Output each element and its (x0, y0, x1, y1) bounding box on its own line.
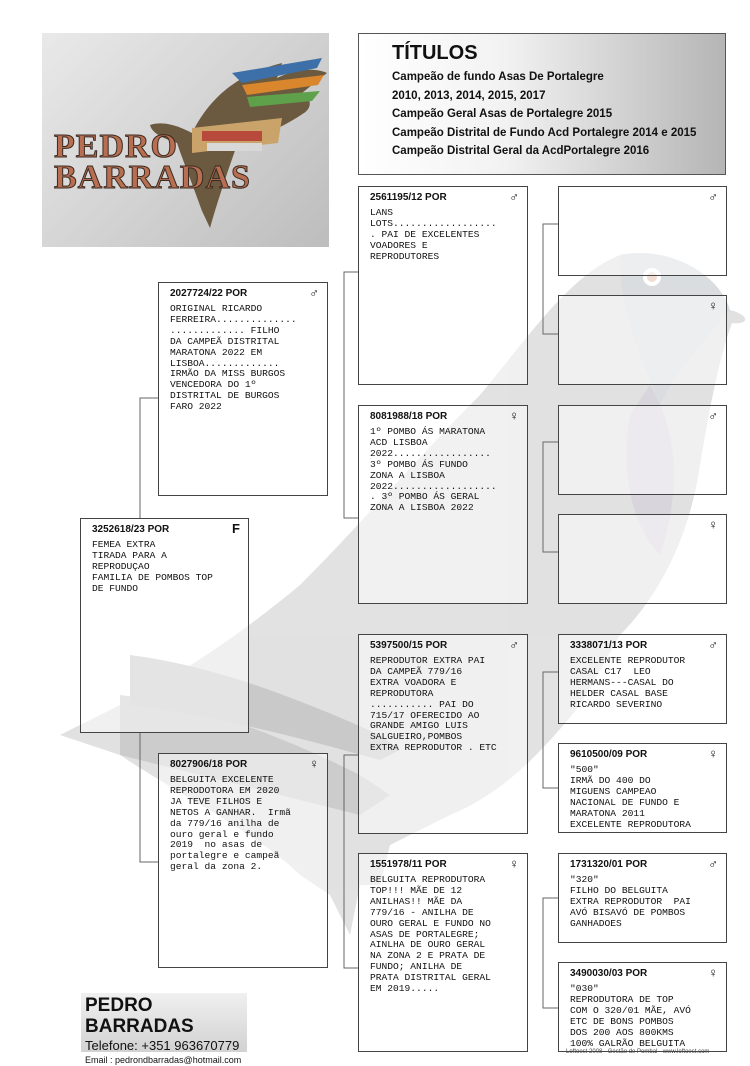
ring-number: 3252618/23 POR (92, 524, 170, 535)
contact-email: Email : pedrondbarradas@hotmail.com (85, 1055, 242, 1065)
male-icon: ♂ (309, 285, 319, 300)
title-line: Campeão Distrital Geral da AcdPortalegre 2016 (392, 145, 650, 157)
ring-number: 2561195/12 POR (370, 192, 447, 203)
female-icon: ♀ (708, 746, 718, 761)
male-icon: ♂ (509, 189, 519, 204)
title-line: Campeão Geral Asas de Portalegre 2015 (392, 108, 613, 120)
bird-description: ORIGINAL RICARDO FERREIRA.............. ............. FILHO DA CAMPEÃ DISTRITAL MARATONA 2022 EM LISBOA............. IRMÃO DA MISS BURGOS VENCEDORA DO 1º DISTRITAL DE BURGOS FARO 2022 (170, 303, 297, 413)
female-icon: ♀ (708, 517, 718, 532)
dam-sire-sire-card[interactable] (558, 634, 727, 724)
title-line: Campeão Distrital de Fundo Acd Portalegre 2014 e 2015 (392, 126, 697, 139)
female-icon: ♀ (509, 408, 519, 423)
dam-card[interactable] (158, 753, 328, 968)
ring-number: 3338071/13 POR (570, 640, 648, 651)
male-icon: ♂ (708, 856, 718, 871)
ring-number: 1731320/01 POR (570, 859, 648, 870)
logo-text-line1: PEDRO (54, 128, 178, 165)
sire-sire-dam-card[interactable] (558, 295, 727, 385)
sire-card[interactable] (158, 282, 328, 496)
sex-symbol: F (232, 521, 240, 536)
ring-number: 1551978/11 POR (370, 859, 447, 870)
male-icon: ♂ (708, 637, 718, 652)
ring-number: 8081988/18 POR (370, 411, 448, 422)
ring-number: 2027724/22 POR (170, 288, 248, 299)
female-icon: ♀ (509, 856, 519, 871)
title-line: Campeão de fundo Asas De Portalegre (392, 71, 604, 83)
sire-dam-card[interactable] (358, 405, 528, 604)
bird-description: "500" IRMÃ DO 400 DO MIGUENS CAMPEAO NACIONAL DE FUNDO E MARATONA 2011 EXCELENTE REPRODUTORA (570, 764, 691, 830)
dam-sire-dam-card[interactable] (558, 743, 727, 833)
male-icon: ♂ (708, 408, 718, 423)
ring-number: 5397500/15 POR (370, 640, 448, 651)
female-icon: ♀ (309, 756, 319, 771)
bird-description: REPRODUTOR EXTRA PAI DA CAMPEÃ 779/16 EXTRA VOADORA E REPRODUTORA ........... PAI DO 715/17 OFERECIDO AO GRANDE AMIGO LUIS SALGUEIRO,POMBOS EXTRA REPRODUTOR . ETC (370, 655, 497, 754)
subject-card[interactable] (80, 518, 249, 733)
bird-description: EXCELENTE REPRODUTOR CASAL C17 LEO HERMANS---CASAL DO HELDER CASAL BASE RICARDO SEVERINO (570, 655, 686, 710)
sire-dam-sire-card[interactable] (558, 405, 727, 495)
bird-description: "320" FILHO DO BELGUITA EXTRA REPRODUTOR PAI AVÓ BISAVÓ DE POMBOS GANHADOES (570, 874, 691, 929)
dam-dam-sire-card[interactable] (558, 853, 727, 943)
sire-sire-card[interactable] (358, 186, 528, 385)
titles-heading: TÍTULOS (392, 42, 478, 64)
logo-text-line2: BARRADAS (54, 159, 251, 196)
female-icon: ♀ (708, 298, 718, 313)
sire-dam-dam-card[interactable] (558, 514, 727, 604)
bird-description: 1º POMBO ÁS MARATONA ACD LISBOA 2022................. 3º POMBO ÁS FUNDO ZONA A LISBOA 2022.................. . 3º POMBO ÁS GERAL ZONA A LISBOA 2022 (370, 426, 497, 514)
ring-number: 9610500/09 POR (570, 749, 648, 760)
contact-phone: Telefone: +351 963670779 (85, 1038, 240, 1053)
dam-dam-card[interactable] (358, 853, 528, 1052)
bird-description: "030" REPRODUTORA DE TOP COM O 320/01 MÃE, AVÓ ETC DE BONS POMBOS DOS 200 AOS 800KMS 100% GALRÃO BELGUITA (570, 983, 691, 1049)
bird-description: BELGUITA REPRODUTORA TOP!!! MÃE DE 12 ANILHAS!! MÃE DA 779/16 - ANILHA DE OURO GERAL E FUNDO NO ASAS DE PORTALEGRE; AINLHA DE OURO GERAL NA ZONA 2 E PRATA DE FUNDO; ANILHA DE PRATA DISTRITAL GERAL EM 2019..... (370, 874, 491, 995)
title-line: 2010, 2013, 2014, 2015, 2017 (392, 89, 546, 102)
software-footer: Loftoest 2008 - Gestão de Pombal - www.loftoest.com (566, 1049, 710, 1055)
bird-description: LANS LOTS.................. . PAI DE EXCELENTES VOADORES E REPRODUTORES (370, 207, 497, 262)
ring-number: 8027906/18 POR (170, 759, 248, 770)
dam-dam-dam-card[interactable] (558, 962, 727, 1052)
dam-sire-card[interactable] (358, 634, 528, 834)
bird-description: BELGUITA EXCELENTE REPRODOTORA EM 2020 JA TEVE FILHOS E NETOS A GANHAR. Irmã da 779/16 anilha de ouro geral e fundo 2019 no asas de portalegre e campeã geral da zona 2. (170, 774, 291, 873)
bird-description: FEMEA EXTRA TIRADA PARA A REPRODUÇAO FAMILIA DE POMBOS TOP DE FUNDO (92, 539, 213, 594)
contact-block (81, 993, 247, 1065)
ring-number: 3490030/03 POR (570, 968, 648, 979)
male-icon: ♂ (708, 189, 718, 204)
female-icon: ♀ (708, 965, 718, 980)
contact-name: PEDRO BARRADAS (85, 995, 194, 1037)
male-icon: ♂ (509, 637, 519, 652)
sire-sire-sire-card[interactable] (558, 186, 727, 276)
